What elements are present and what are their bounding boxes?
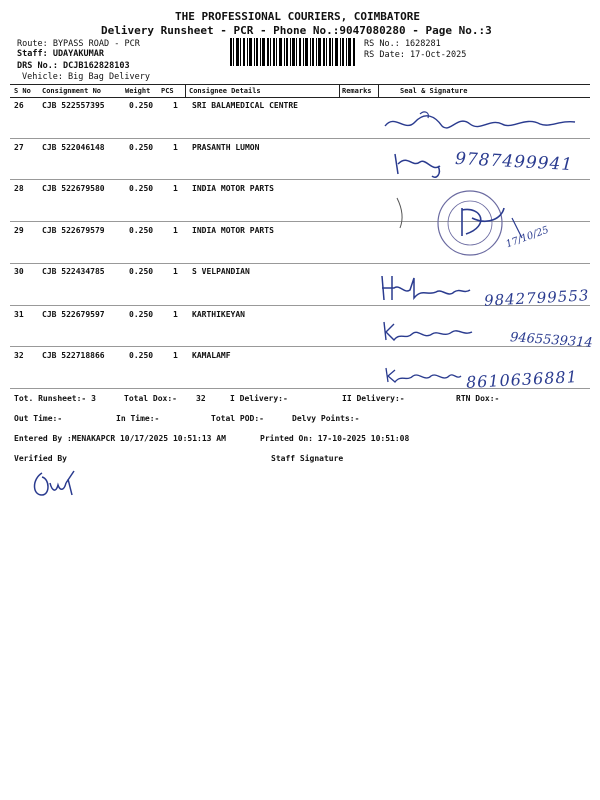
cell-consignment: CJB 522046148 xyxy=(42,143,105,152)
cell-pcs: 1 xyxy=(173,310,178,319)
col-divider-remarks xyxy=(339,84,340,97)
total-pod: Total POD:- xyxy=(211,414,264,423)
route-text: Route: BYPASS ROAD - PCR xyxy=(17,39,140,49)
handwritten-date-row-29: 17/10/25 xyxy=(504,224,551,251)
cell-consignment: CJB 522679597 xyxy=(42,310,105,319)
cell-sno: 28 xyxy=(14,184,24,193)
cell-weight: 0.250 xyxy=(129,184,154,193)
entered-by: Entered By :MENAKAPCR 10/17/2025 10:51:13 AM xyxy=(14,434,226,443)
cell-consignee: KARTHIKEYAN xyxy=(192,310,245,319)
vehicle-text: Vehicle: Big Bag Delivery xyxy=(22,72,150,82)
header-consignment: Consignment No xyxy=(42,87,102,95)
table-top-rule xyxy=(10,84,590,85)
out-time: Out Time:- xyxy=(14,414,63,423)
cell-consignee: SRI BALAMEDICAL CENTRE xyxy=(192,101,298,110)
cell-consignee: S VELPANDIAN xyxy=(192,267,250,276)
cell-weight: 0.250 xyxy=(129,310,154,319)
cell-consignment: CJB 522434785 xyxy=(42,267,105,276)
handwritten-phone-row-27: 9787499941 xyxy=(454,148,574,176)
col-divider-consignee xyxy=(185,84,186,97)
total-dox-value: 32 xyxy=(196,394,206,403)
header-consignee: Consignee Details xyxy=(189,87,261,95)
delvy-points: Delvy Points:- xyxy=(292,414,360,423)
in-time: In Time:- xyxy=(116,414,160,423)
cell-sno: 32 xyxy=(14,351,24,360)
verifier-signature xyxy=(28,465,80,503)
rs-date: RS Date: 17-Oct-2025 xyxy=(364,50,467,60)
cell-consignee: KAMALAMF xyxy=(192,351,231,360)
cell-weight: 0.250 xyxy=(129,351,154,360)
header-sno: S No xyxy=(14,87,31,95)
cell-pcs: 1 xyxy=(173,267,178,276)
cell-weight: 0.250 xyxy=(129,101,154,110)
runsheet-subtitle: Delivery Runsheet - PCR - Phone No.:9047080280 - Page No.:3 xyxy=(101,24,492,37)
header-remarks: Remarks xyxy=(342,87,372,95)
cell-weight: 0.250 xyxy=(129,267,154,276)
handwritten-phone-row-32: 8610636881 xyxy=(465,367,579,392)
header-pcs: PCS xyxy=(161,87,174,95)
cell-consignee: INDIA MOTOR PARTS xyxy=(192,184,274,193)
rs-number: RS No.: 1628281 xyxy=(364,39,441,49)
total-dox-label: Total Dox:- xyxy=(124,394,177,403)
cell-pcs: 1 xyxy=(173,226,178,235)
cell-sno: 29 xyxy=(14,226,24,235)
cell-pcs: 1 xyxy=(173,184,178,193)
cell-pcs: 1 xyxy=(173,143,178,152)
cell-consignee: PRASANTH LUMON xyxy=(192,143,260,152)
barcode xyxy=(230,38,356,66)
cell-consignment: CJB 522718866 xyxy=(42,351,105,360)
printed-on: Printed On: 17-10-2025 10:51:08 xyxy=(260,434,410,443)
handwritten-phone-row-30: 9842799553 xyxy=(483,286,590,310)
cell-sno: 31 xyxy=(14,310,24,319)
staff-signature: Staff Signature xyxy=(271,454,344,463)
company-title: THE PROFESSIONAL COURIERS, COIMBATORE xyxy=(175,10,421,23)
cell-pcs: 1 xyxy=(173,101,178,110)
signature-row-32 xyxy=(383,364,463,384)
header-seal: Seal & Signature xyxy=(400,87,468,95)
staff-text: Staff: UDAYAKUMAR xyxy=(17,49,104,59)
ii-delivery: II Delivery:- xyxy=(342,394,405,403)
cell-sno: 27 xyxy=(14,143,24,152)
signature-row-30 xyxy=(378,272,473,304)
row-divider xyxy=(10,346,590,347)
signature-row-31 xyxy=(380,318,475,344)
signature-row-27 xyxy=(390,148,450,180)
handwritten-phone-row-31: 9465539314 xyxy=(509,330,594,351)
rtn-dox: RTN Dox:- xyxy=(456,394,500,403)
cell-weight: 0.250 xyxy=(129,226,154,235)
table-header-rule xyxy=(10,97,590,98)
verified-by: Verified By xyxy=(14,454,67,463)
cell-consignment: CJB 522557395 xyxy=(42,101,105,110)
cell-consignment: CJB 522679580 xyxy=(42,184,105,193)
cell-consignee: INDIA MOTOR PARTS xyxy=(192,226,274,235)
cell-pcs: 1 xyxy=(173,351,178,360)
row-divider xyxy=(10,138,590,139)
row-divider xyxy=(10,179,590,180)
cell-sno: 30 xyxy=(14,267,24,276)
drs-number: DRS No.: DCJB162828103 xyxy=(17,61,130,71)
i-delivery: I Delivery:- xyxy=(230,394,288,403)
signature-row-26 xyxy=(380,108,580,138)
tot-runsheet: Tot. Runsheet:- 3 xyxy=(14,394,96,403)
cell-consignment: CJB 522679579 xyxy=(42,226,105,235)
cell-sno: 26 xyxy=(14,101,24,110)
cell-weight: 0.250 xyxy=(129,143,154,152)
col-divider-seal xyxy=(378,84,379,97)
header-weight: Weight xyxy=(125,87,151,95)
